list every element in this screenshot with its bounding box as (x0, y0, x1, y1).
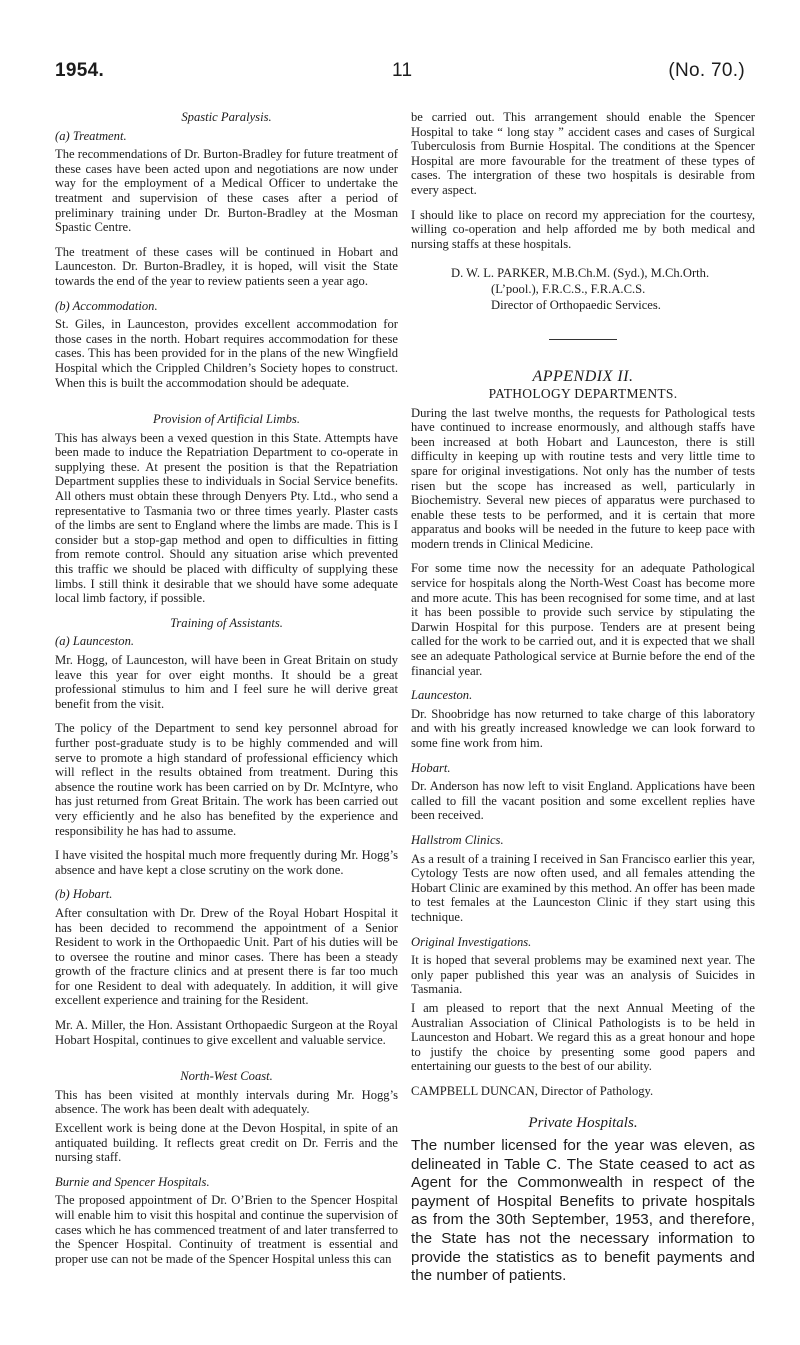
document-number: (No. 70.) (668, 60, 745, 81)
subheading-accommodation: (b) Accommodation. (55, 298, 158, 313)
paragraph: Mr. Hogg, of Launceston, will have been in Great Britain on study leave this year for over eight months. It should be a great professional stimulus to him and I feel sure he will derive great benefit from the visit. (55, 653, 398, 711)
paragraph: be carried out. This arrangement should enable the Spencer Hospital to take “ long stay ” accident cases and cases of Surgical Tuberculosis from Burnie Hospital. The conditions at the Spencer Hospital are more favourable for the treatment of these types of cases. The intergration of these two hospitals is desirable from every aspect. (411, 110, 755, 197)
paragraph: St. Giles, in Launceston, provides excellent accommodation for those cases in the north. Hobart requires accommodation for these cases. This has been provided for in the plans of the new Wingfield Hospital which the Crippled Children’s Society hopes to construct. When this is built the accommodation should be adequate. (55, 317, 398, 390)
signature-qualifications: (L’pool.), F.R.C.S., F.R.A.C.S. (491, 282, 646, 297)
paragraph: Excellent work is being done at the Devon Hospital, in spite of an antiquated building. It reflects great credit on Dr. Ferris and the nursing staff. (55, 1121, 398, 1165)
paragraph: Dr. Anderson has now left to visit England. Applications have been called to fill the vacant position and some excellent replies have been received. (411, 779, 755, 823)
subheading-hobart: Hobart. (411, 760, 451, 775)
page-number: 11 (392, 60, 413, 81)
signature-title: Director of Orthopaedic Services. (491, 298, 661, 313)
section-heading-training: Training of Assistants. (170, 615, 283, 630)
paragraph: Mr. A. Miller, the Hon. Assistant Orthopaedic Surgeon at the Royal Hobart Hospital, continues to give excellent and valuable service. (55, 1018, 398, 1047)
paragraph: After consultation with Dr. Drew of the Royal Hobart Hospital it has been decided to recommend the appointment of a Senior Resident to work in the Orthopaedic Unit. Part of his duties will be to oversee the routine and minor cases. There has been a steady growth of the fracture clinics and at present there is far too much for one Resident to deal with adequately. In addition, it will give excellent experience and training for the Resident. (55, 905, 398, 1008)
paragraph: As a result of a training I received in San Francisco earlier this year, Cytology Tests are now often used, and all females attending the Hobart Clinic are examined by this method. An offer has been made to test females at the Launceston Clinic if they start using this technique. (411, 851, 755, 924)
paragraph: For some time now the necessity for an adequate Pathological service for hospitals along the North-West Coast has become more and more acute. This has been recognised for some time, and at last it has been possible to provide such service by stipulating the Darwin Hospital for this purpose. Tenders are at present being called for the work to be carried out, and it is expected that we shall see an adequate Pathological service at Burnie before the end of the financial year. (411, 561, 755, 678)
paragraph: The treatment of these cases will be continued in Hobart and Launceston. Dr. Burton-Bradley, it is hoped, will visit the State towards the end of the year to review patients seen a year ago. (55, 244, 398, 288)
paragraph: I should like to place on record my appreciation for the courtesy, willing co-operation and help afforded me by both medical and nursing staffs at these hospitals. (411, 207, 755, 251)
subheading-burnie-spencer: Burnie and Spencer Hospitals. (55, 1174, 210, 1189)
section-heading-north-west: North-West Coast. (180, 1069, 273, 1084)
signature-block (451, 265, 755, 313)
right-column (411, 110, 755, 1286)
paragraph: This has been visited at monthly intervals during Mr. Hogg’s absence. The work has been dealt with adequately. (55, 1087, 398, 1117)
paragraph: The policy of the Department to send key personnel abroad for further post-graduate study is to be highly commended and will serve to promote a high standard of professional efficiency which will reflect in the results obtained from treatment. During this absence the routine work has been carried on by Dr. McIntyre, who has just returned from Great Britain. The work has been carried out very efficiently and he also has benefited by the experience and responsibility he has had to assume. (55, 721, 398, 838)
subheading-hallstrom: Hallstrom Clinics. (411, 832, 504, 847)
paragraph: Dr. Shoobridge has now returned to take charge of this laboratory and with his greatly increased knowledge we can look forward to some fine work from him. (411, 706, 755, 750)
page-year: 1954. (55, 60, 105, 81)
subheading-hobart: (b) Hobart. (55, 887, 113, 902)
subheading-launceston: (a) Launceston. (55, 634, 135, 649)
paragraph: The proposed appointment of Dr. O’Brien to the Spencer Hospital will enable him to visit this hospital and continue the supervision of cases which he has commenced treatment of and later transferred to the Spencer Hospital. Continuity of treatment is essential and proper use can not be made of the Spencer Hospital unless this can (55, 1193, 398, 1266)
paragraph: I have visited the hospital much more frequently during Mr. Hogg’s absence and have kept a close scrutiny on the work done. (55, 848, 398, 877)
subheading-launceston: Launceston. (411, 688, 473, 703)
subheading-treatment: (a) Treatment. (55, 128, 127, 143)
section-divider (549, 339, 617, 340)
pathology-director-signature: CAMPBELL DUNCAN, Director of Pathology. (411, 1083, 654, 1098)
paragraph: This has always been a vexed question in this State. Attempts have been made to induce the Repatriation Department to co-operate in supplying these. At present the position is that the Repatriation Department supplies these to individuals in Social Service benefits. All others must obtain these through Denyers Pty. Ltd., who send a representative to Tasmania two or three times yearly. Plaster casts of the limbs are sent to England where the limbs are made. This is I consider but a stop-gap method and open to difficulties in fitting from remote control. Should any situation arise which prevented this traffic we should be placed with difficulty of supplying these limbs. I still think it desirable that we should have some adequate local limb factory, if possible. (55, 430, 398, 606)
paragraph: I am pleased to report that the next Annual Meeting of the Australian Association of Clinical Pathologists is to be held in Launceston and Hobart. We regard this as a great honour and hope to justify the choice by presenting some good papers and entertaining our guests to the best of our ability. (411, 1000, 755, 1074)
signature-name: D. W. L. PARKER, M.B.Ch.M. (Syd.), M.Ch.Orth. (451, 266, 710, 281)
section-heading-spastic: Spastic Paralysis. (181, 110, 272, 124)
section-heading-private-hospitals: Private Hospitals. (528, 1115, 638, 1132)
left-column (55, 110, 398, 1276)
appendix-subtitle: PATHOLOGY DEPARTMENTS. (488, 385, 678, 401)
paragraph-private-hospitals: The number licensed for the year was eleven, as delineated in Table C. The State ceased to act as Agent for the Commonwealth in respect of the payment of Hospital Benefits to private hospitals as from the 30th September, 1953, and therefore, the State has not the necessary information to provide the statistics as to benefit payments and the number of patients. (411, 1137, 755, 1285)
subheading-original-investigations: Original Investigations. (411, 934, 532, 949)
paragraph: It is hoped that several problems may be examined next year. The only paper published this year was an analysis of Suicides in Tasmania. (411, 953, 755, 997)
paragraph: The recommendations of Dr. Burton-Bradley for future treatment of these cases have been acted upon and negotiations are now under way for the employment of a Medical Officer to undertake the treatment and supervision of these cases after a period of preliminary training under Dr. Burton-Bradley at the Mosman Spastic Centre. (55, 147, 398, 235)
paragraph: During the last twelve months, the requests for Pathological tests have continued to increase enormously, and although staffs have been increased at both Hobart and Launceston, there is still difficulty in keeping up with routine tests and very little time to spare for original investigations. Not only has the number of tests risen but the scope has increased as well, particularly in Biochemistry. Several new pieces of apparatus were purchased to enable these tests to be performed, and it is certain that more apparatus and books will be needed in the future to keep pace with modern trends in Clinical Medicine. (411, 405, 755, 551)
appendix-title: APPENDIX II. (532, 368, 634, 386)
section-heading-limbs: Provision of Artificial Limbs. (153, 412, 300, 427)
